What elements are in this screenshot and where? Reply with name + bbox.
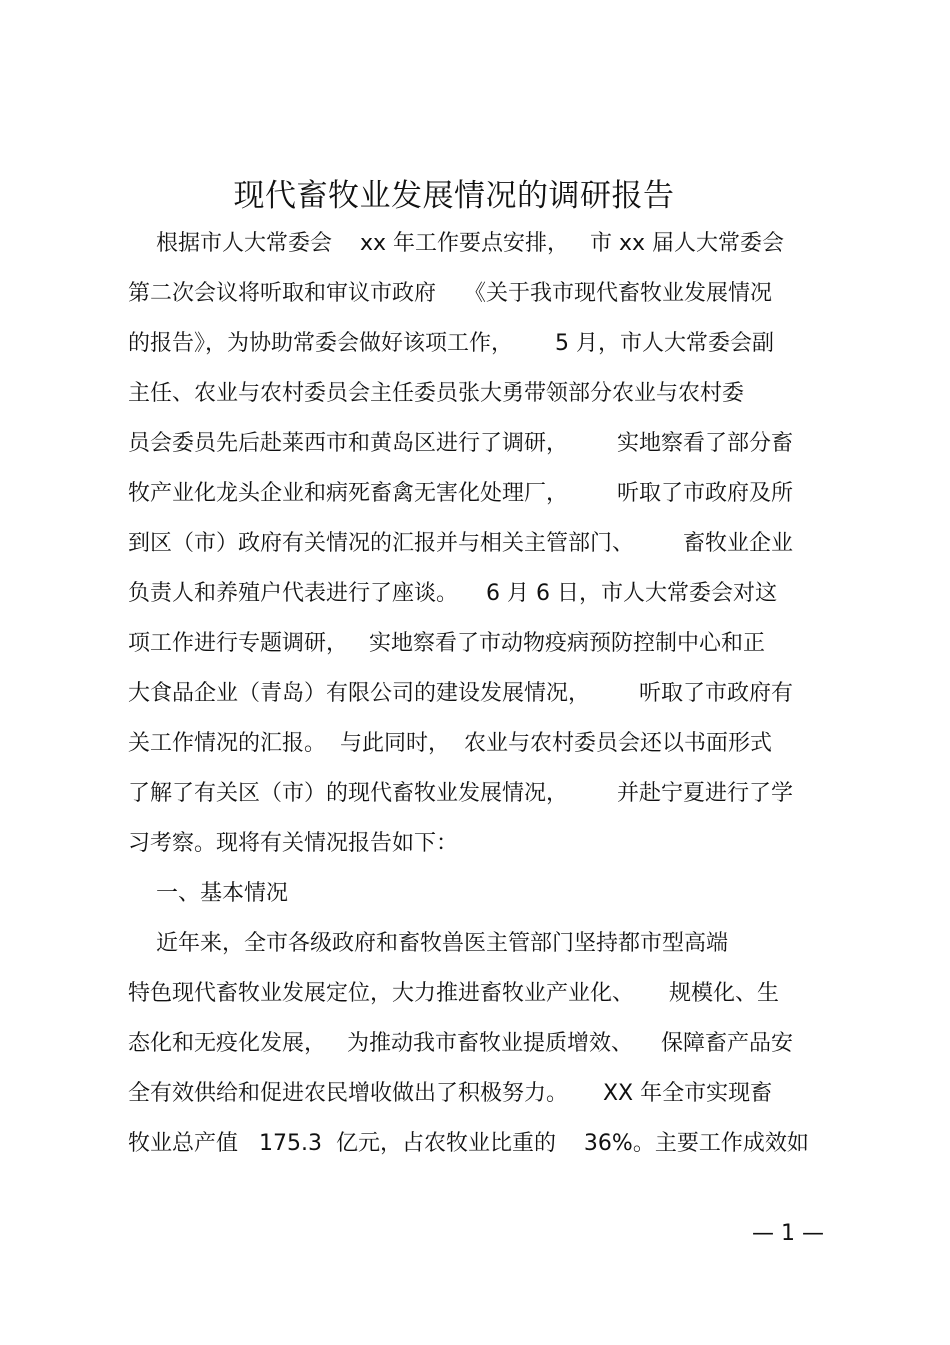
paragraph-line-15: 近年来，全市各级政府和畜牧兽医主管部门坚持都市型高端	[128, 931, 728, 956]
document-title: 现代畜牧业发展情况的调研报告	[233, 178, 675, 214]
paragraph-line-1: 根据市人大常委会 xx 年工作要点安排， 市 xx 届人大常委会	[128, 231, 784, 256]
paragraph-line-8: 负责人和养殖户代表进行了座谈。 6 月 6 日，市人大常委会对这	[128, 581, 777, 606]
paragraph-line-4: 主任、农业与农村委员会主任委员张大勇带领部分农业与农村委	[128, 381, 745, 406]
paragraph-line-2: 第二次会议将听取和审议市政府 《关于我市现代畜牧业发展情况	[128, 281, 772, 306]
paragraph-line-9: 项工作进行专题调研， 实地察看了市动物疫病预防控制中心和正	[128, 631, 765, 656]
section-heading: 一、基本情况	[128, 881, 288, 906]
paragraph-line-6: 牧产业化龙头企业和病死畜禽无害化处理厂， 听取了市政府及所	[128, 481, 793, 506]
paragraph-line-18: 全有效供给和促进农民增收做出了积极努力。 XX 年全市实现畜	[128, 1081, 773, 1106]
paragraph-line-7: 到区（市）政府有关情况的汇报并与相关主管部门、 畜牧业企业	[128, 531, 793, 556]
paragraph-line-12: 了解了有关区（市）的现代畜牧业发展情况， 并赴宁夏进行了学	[128, 781, 793, 806]
paragraph-line-19: 牧业总产值 175.3 亿元，占农牧业比重的 36%。主要工作成效如	[128, 1131, 809, 1156]
paragraph-line-5: 员会委员先后赴莱西市和黄岛区进行了调研， 实地察看了部分畜	[128, 431, 793, 456]
paragraph-line-17: 态化和无疫化发展， 为推动我市畜牧业提质增效、 保障畜产品安	[128, 1031, 793, 1056]
paragraph-line-11: 关工作情况的汇报。 与此同时， 农业与农村委员会还以书面形式	[128, 731, 772, 756]
paragraph-line-10: 大食品企业（青岛）有限公司的建设发展情况， 听取了市政府有	[128, 681, 793, 706]
page-number: — 1 —	[752, 1221, 824, 1246]
paragraph-line-13: 习考察。现将有关情况报告如下：	[128, 831, 459, 856]
paragraph-line-16: 特色现代畜牧业发展定位，大力推进畜牧业产业化、 规模化、生	[128, 981, 779, 1006]
paragraph-line-3: 的报告》，为协助常委会做好该项工作， 5 月，市人大常委会副	[128, 331, 774, 356]
